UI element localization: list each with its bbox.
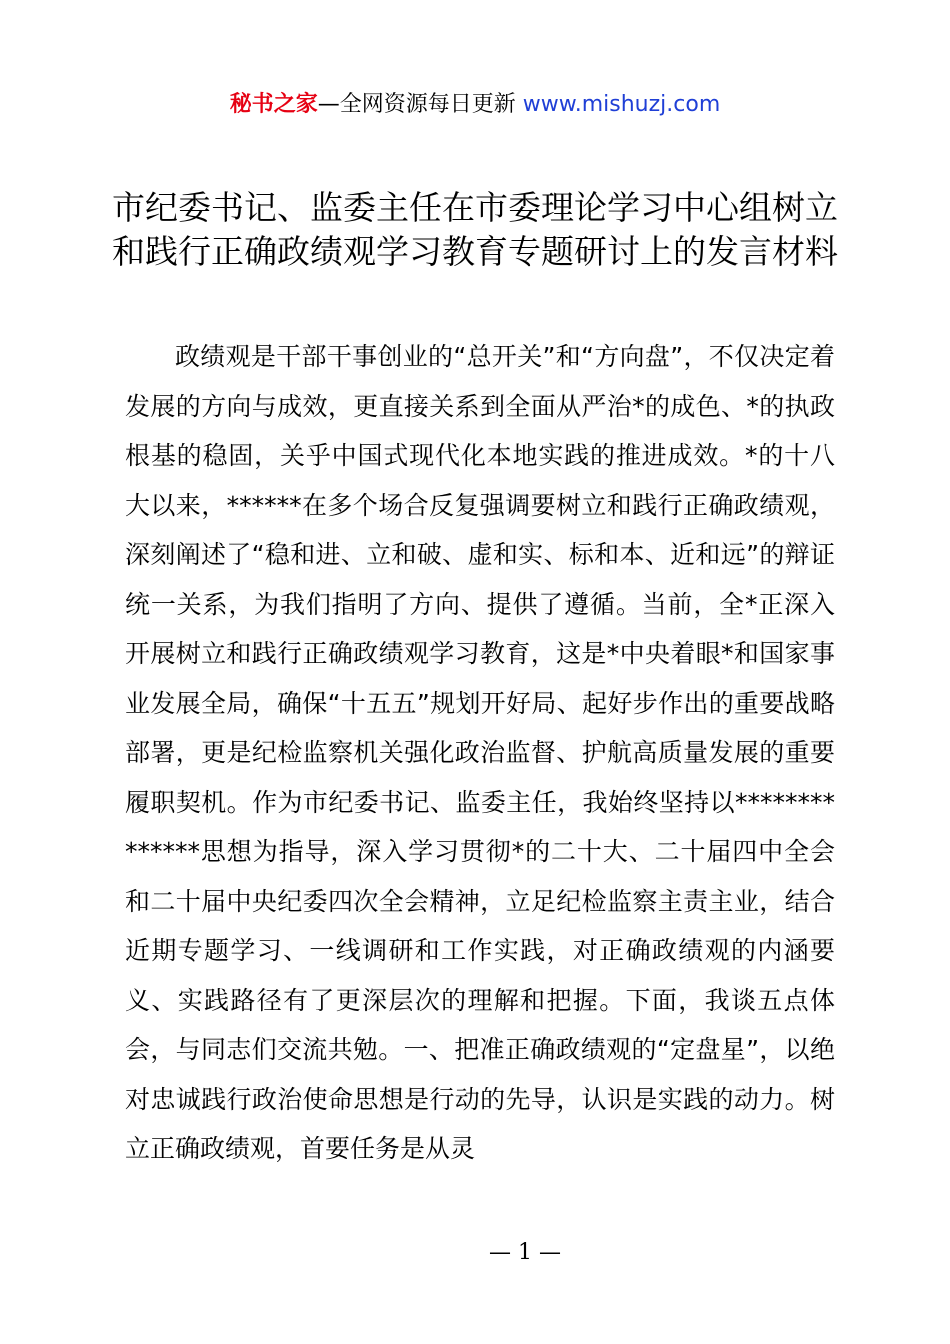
document-title: 市纪委书记、监委主任在市委理论学习中心组树立和践行正确政绩观学习教育专题研讨上的发言材料	[112, 188, 838, 271]
page-number: — 1 —	[489, 1240, 561, 1265]
site-tagline: —全网资源每日更新	[317, 92, 523, 117]
site-brand: 秘书之家	[229, 92, 318, 117]
document-body-paragraph: 政绩观是干部干事创业的“总开关”和“方向盘”，不仅决定着发展的方向与成效，更直接关系到全面从严治*的成色、*的执政根基的稳固，关乎中国式现代化本地实践的推进成效。*的十八大以来，******在多个场合反复强调要树立和践行正确政绩观，深刻阐述了“稳和进、立和破、虚和实、标和本、近和远”的辩证统一关系，为我们指明了方向、提供了遵循。当前，全*正深入开展树立和践行正确政绩观学习教育，这是*中央着眼*和国家事业发展全局，确保“十五五”规划开好局、起好步作出的重要战略部署，更是纪检监察机关强化政治监督、护航高质量发展的重要履职契机。作为市纪委书记、监委主任，我始终坚持以**************思想为指导，深入学习贯彻*的二十大、二十届四中全会和二十届中央纪委四次全会精神，立足纪检监察主责主业，结合近期专题学习、一线调研和工作实践，对正确政绩观的内涵要义、实践路径有了更深层次的理解和把握。下面，我谈五点体会，与同志们交流共勉。一、把准正确政绩观的“定盘星”，以绝对忠诚践行政治使命思想是行动的先导，认识是实践的动力。树立正确政绩观，首要任务是从灵	[125, 342, 835, 1163]
site-header	[0, 88, 950, 122]
site-url-link[interactable]: www.mishuzj.com	[522, 92, 721, 117]
